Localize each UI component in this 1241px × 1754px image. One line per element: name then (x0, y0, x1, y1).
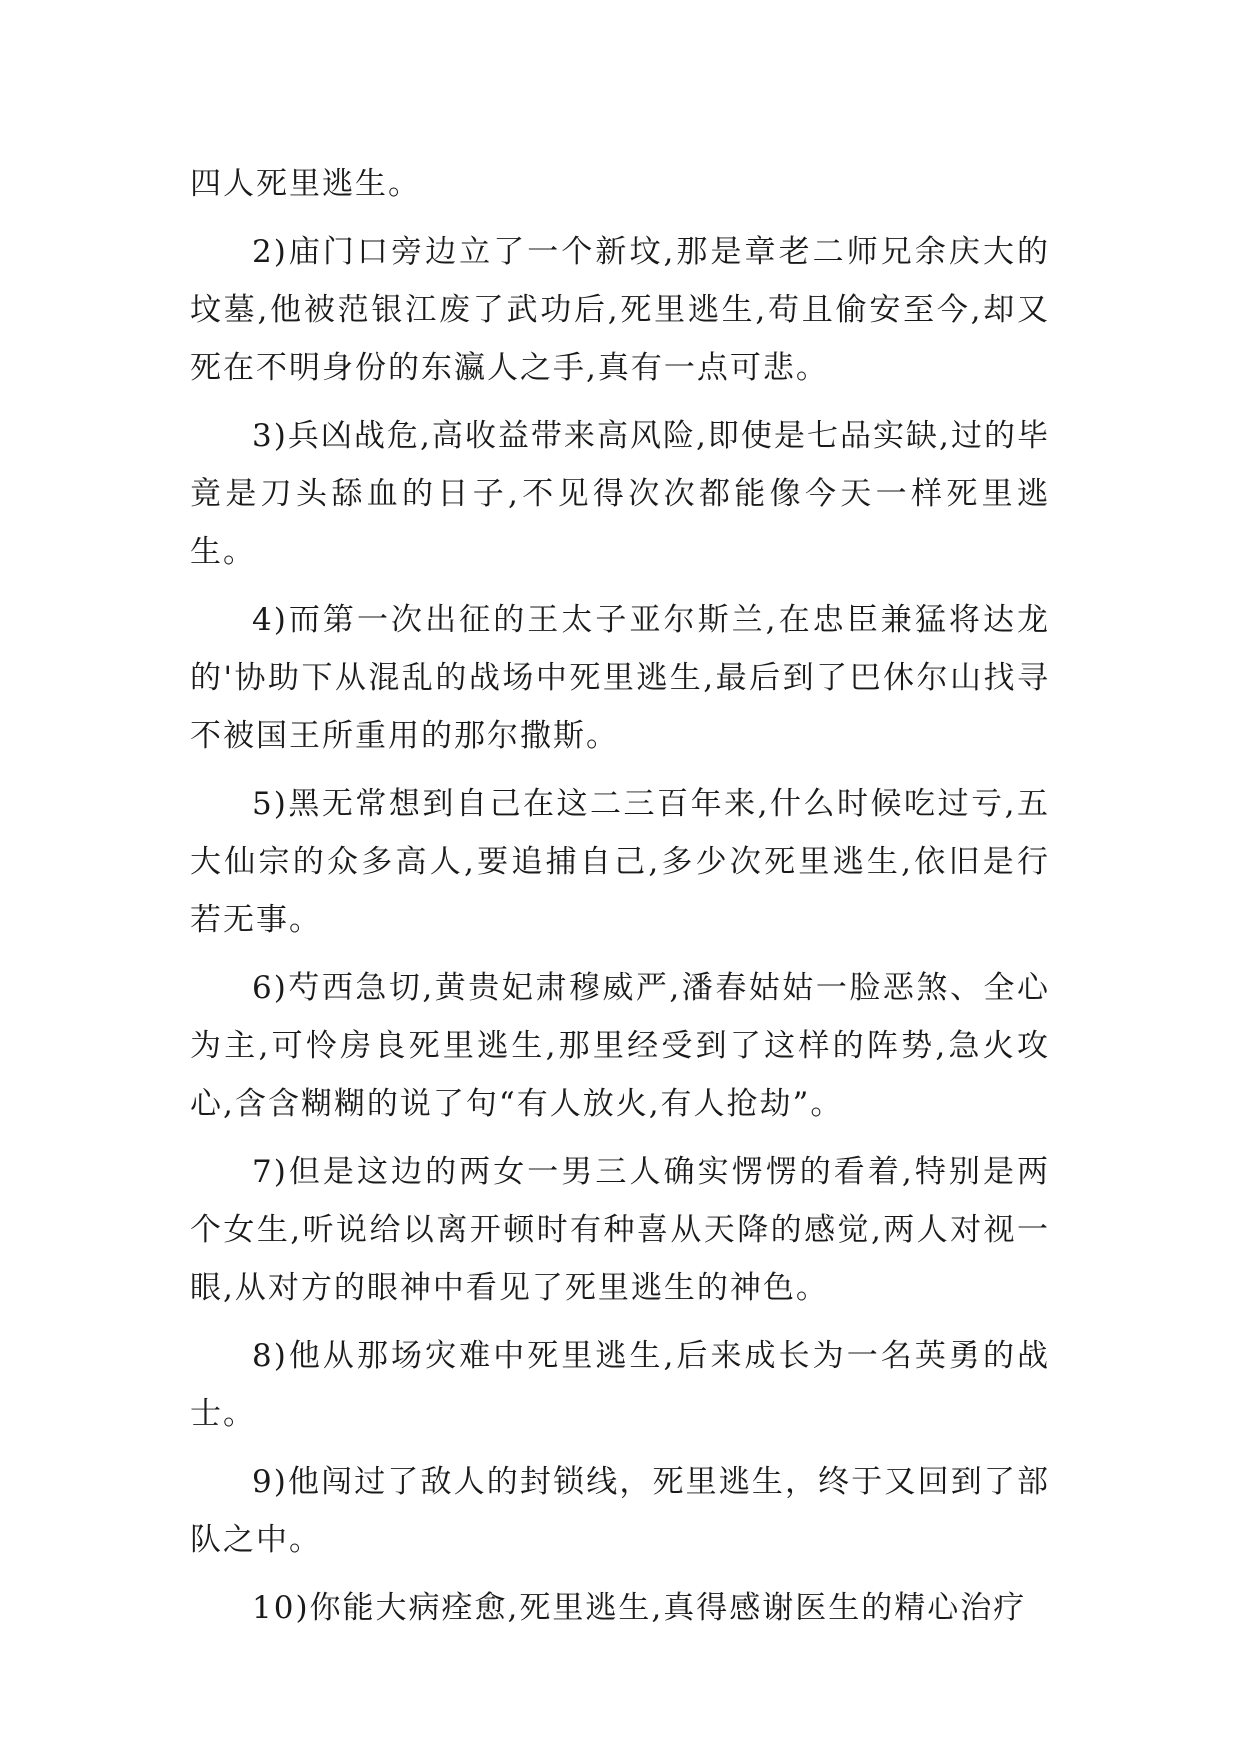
paragraph-5: 5)黑无常想到自己在这二三百年来,什么时候吃过亏,五大仙宗的众多高人,要追捕自己,多少次死里逃生,依旧是行若无事。 (190, 786, 1050, 938)
paragraph-6: 6)芍西急切,黄贵妃肃穆威严,潘春姑姑一脸恶煞、全心为主,可怜房良死里逃生,那里经受到了这样的阵势,急火攻心,含含糊糊的说了句“有人放火,有人抢劫”。 (190, 970, 1050, 1122)
paragraph-4: 4)而第一次出征的王太子亚尔斯兰,在忠臣兼猛将达龙的'协助下从混乱的战场中死里逃生,最后到了巴休尔山找寻不被国王所重用的那尔撒斯。 (190, 602, 1050, 754)
paragraph-3: 3)兵凶战危,高收益带来高风险,即使是七品实缺,过的毕竟是刀头舔血的日子,不见得次次都能像今天一样死里逃生。 (190, 418, 1050, 570)
paragraph-1: 四人死里逃生。 (190, 166, 421, 202)
paragraph-2: 2)庙门口旁边立了一个新坟,那是章老二师兄余庆大的坟墓,他被范银江废了武功后,死里逃生,苟且偷安至今,却又死在不明身份的东瀛人之手,真有一点可悲。 (190, 234, 1050, 386)
document-body (190, 155, 1050, 1647)
paragraph-10: 10)你能大病痊愈,死里逃生,真得感谢医生的精心治疗 (252, 1590, 1027, 1626)
paragraph-9: 9)他闯过了敌人的封锁线，死里逃生，终于又回到了部队之中。 (190, 1464, 1050, 1558)
paragraph-8: 8)他从那场灾难中死里逃生,后来成长为一名英勇的战士。 (190, 1338, 1050, 1432)
paragraph-7: 7)但是这边的两女一男三人确实愣愣的看着,特别是两个女生,听说给以离开顿时有种喜从天降的感觉,两人对视一眼,从对方的眼神中看见了死里逃生的神色。 (190, 1154, 1050, 1306)
